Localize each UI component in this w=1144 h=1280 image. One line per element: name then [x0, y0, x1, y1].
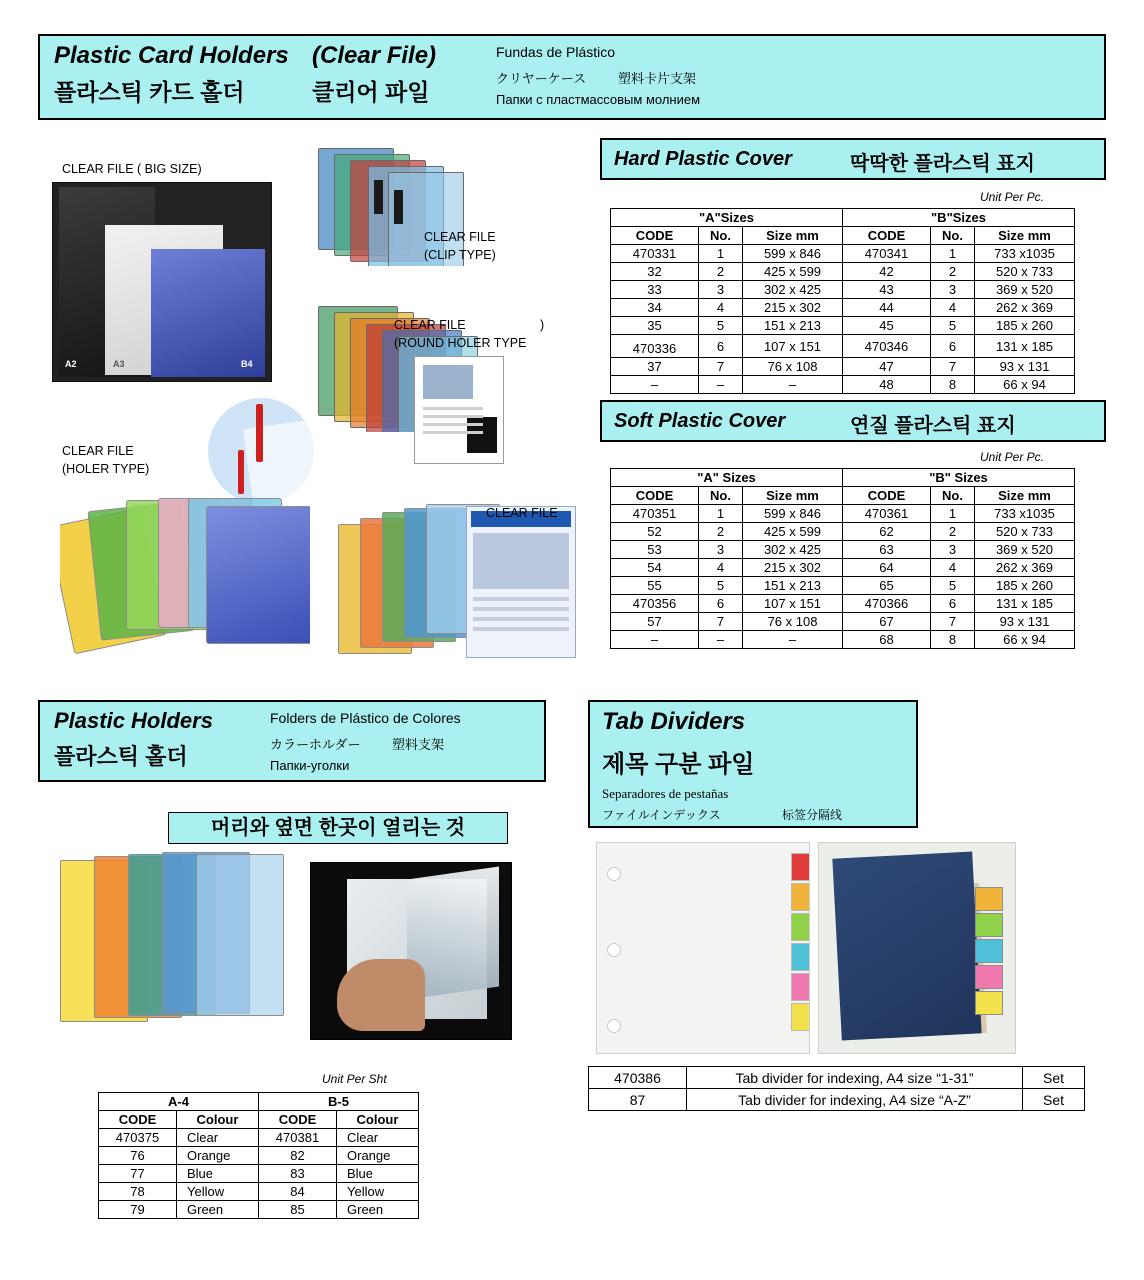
table-row-group-header — [99, 1093, 419, 1111]
soft-group-a: "A" Sizes — [611, 469, 843, 487]
plastic-holders-korean-subhead-text: 머리와 옆면 한곳이 열리는 것 — [210, 817, 466, 839]
tab-dividers-sub-es: Separadores de pestañas — [602, 786, 729, 801]
table-row: 52 2 425 x 599 62 2 520 x 733 — [611, 523, 1075, 541]
label-clip-type-line1: CLEAR FILE — [424, 230, 496, 244]
tab-dividers-title-en: Tab Dividers — [602, 708, 746, 735]
holders-group-a4: A-4 — [99, 1093, 259, 1111]
header-colour-b5: Colour — [337, 1111, 419, 1129]
photo-holer-type-detail — [208, 398, 314, 504]
soft-cover-title-kr: 연질 플라스틱 표지 — [850, 415, 1016, 437]
table-row: 57 7 76 x 108 67 7 93 x 131 — [611, 613, 1075, 631]
holders-group-b5: B-5 — [259, 1093, 419, 1111]
plastic-holders-colour-table — [98, 1092, 419, 1219]
header-no-a: No. — [699, 487, 743, 505]
header-size-a: Size mm — [743, 227, 843, 245]
table-row: 53 3 302 x 425 63 3 369 x 520 — [611, 541, 1075, 559]
table-row: 78 Yellow 84 Yellow — [99, 1183, 419, 1201]
label-clip-type-line2: (CLIP TYPE) — [424, 248, 496, 262]
tab-dividers-title-kr: 제목 구분 파일 — [602, 751, 755, 778]
plastic-holders-banner — [38, 700, 546, 782]
table-row: 32 2 425 x 599 42 2 520 x 733 — [611, 263, 1075, 281]
label-round-holer-paren: ) — [540, 318, 545, 332]
soft-cover-title-en: Soft Plastic Cover — [614, 410, 786, 432]
header-code-a: CODE — [611, 227, 699, 245]
tab-dividers-banner — [588, 700, 918, 828]
photo-tag-a3: A3 — [113, 359, 125, 369]
tab-dividers-sub-jp: ファイルインデックス — [602, 808, 721, 822]
header-code-b5: CODE — [259, 1111, 337, 1129]
main-title-en-secondary: (Clear File) — [312, 42, 437, 69]
table-row: 470386 Tab divider for indexing, A4 size “1-31” Set — [589, 1067, 1085, 1089]
table-row: 470351 1 599 x 846 470361 1 733 x1035 — [611, 505, 1075, 523]
label-round-holer-line2: (ROUND HOLER TYPE — [394, 336, 527, 350]
label-big-size: CLEAR FILE ( BIG SIZE) — [62, 162, 202, 176]
hard-cover-table — [610, 208, 1075, 394]
hard-cover-title-kr: 딱딱한 플라스틱 표지 — [850, 153, 1035, 175]
header-size-a: Size mm — [743, 487, 843, 505]
table-row: 470356 6 107 x 151 470366 6 131 x 185 — [611, 595, 1075, 613]
plastic-holders-sub-cn: 塑料支架 — [392, 737, 445, 752]
header-no-a: No. — [699, 227, 743, 245]
table-row: 55 5 151 x 213 65 5 185 x 260 — [611, 577, 1075, 595]
plastic-holders-sub-ru: Папки-уголки — [270, 758, 350, 773]
plastic-holders-unit-note: Unit Per Sht — [322, 1072, 387, 1086]
tab-dividers-sub-cn: 标签分隔线 — [782, 808, 843, 822]
header-colour-a4: Colour — [177, 1111, 259, 1129]
label-holer-type-line2: (HOLER TYPE) — [62, 462, 150, 476]
main-title-banner — [38, 34, 1106, 120]
table-row: 470331 1 599 x 846 470341 1 733 x1035 — [611, 245, 1075, 263]
photo-clear-file-colour-fan — [60, 494, 310, 654]
photo-plastic-holders-colours — [60, 852, 304, 1040]
table-row-header — [99, 1111, 419, 1129]
tab-dividers-table — [588, 1066, 1085, 1111]
label-clear-file: CLEAR FILE — [486, 506, 558, 520]
table-row: 37 7 76 x 108 47 7 93 x 131 — [611, 358, 1075, 376]
photo-tag-b4: B4 — [241, 359, 253, 369]
table-row: 34 4 215 x 302 44 4 262 x 369 — [611, 299, 1075, 317]
photo-tag-a2: A2 — [65, 359, 77, 369]
hard-plastic-cover-banner — [600, 138, 1106, 180]
hard-group-a: "A"Sizes — [611, 209, 843, 227]
main-title-kr-secondary: 클리어 파일 — [312, 79, 430, 105]
photo-hand-peeling-holder — [310, 862, 512, 1040]
soft-cover-table — [610, 468, 1075, 649]
table-row: 54 4 215 x 302 64 4 262 x 369 — [611, 559, 1075, 577]
plastic-holders-sub-es: Folders de Plástico de Colores — [270, 710, 461, 726]
header-size-b: Size mm — [975, 227, 1075, 245]
table-row-group-header — [611, 469, 1075, 487]
main-subtitle-jp: クリヤーケース — [496, 71, 587, 86]
table-row-header — [611, 487, 1075, 505]
table-row: 79 Green 85 Green — [99, 1201, 419, 1219]
table-row: 87 Tab divider for indexing, A4 size “A-Z” Set — [589, 1089, 1085, 1111]
soft-cover-unit-note: Unit Per Pc. — [980, 450, 1045, 464]
table-row: 76 Orange 82 Orange — [99, 1147, 419, 1165]
hard-cover-title-en: Hard Plastic Cover — [614, 148, 792, 170]
table-row: 33 3 302 x 425 43 3 369 x 520 — [611, 281, 1075, 299]
label-holer-type-line1: CLEAR FILE — [62, 444, 134, 458]
photo-clear-file-big-size — [52, 182, 272, 382]
plastic-holders-title-en: Plastic Holders — [54, 708, 213, 733]
plastic-holders-sub-jp: カラーホルダー — [270, 737, 361, 752]
table-row: 77 Blue 83 Blue — [99, 1165, 419, 1183]
photo-tab-divider-white — [596, 842, 810, 1054]
table-row-group-header — [611, 209, 1075, 227]
plastic-holders-korean-subhead — [168, 812, 508, 844]
header-code-b: CODE — [843, 227, 931, 245]
photo-insert-document — [414, 356, 504, 464]
header-code-a: CODE — [611, 487, 699, 505]
table-row: 35 5 151 x 213 45 5 185 x 260 — [611, 317, 1075, 335]
header-no-b: No. — [931, 487, 975, 505]
header-size-b: Size mm — [975, 487, 1075, 505]
photo-clear-file-group — [338, 500, 588, 666]
main-title-en: Plastic Card Holders — [54, 42, 289, 69]
table-row: – – – 48 8 66 x 94 — [611, 376, 1075, 394]
soft-plastic-cover-banner — [600, 400, 1106, 442]
table-row: 470375 Clear 470381 Clear — [99, 1129, 419, 1147]
main-subtitle-es: Fundas de Plástico — [496, 44, 616, 60]
main-subtitle-ru: Папки с пластмассовым молнием — [496, 92, 701, 107]
label-round-holer-line1: CLEAR FILE — [394, 318, 466, 332]
soft-group-b: "B" Sizes — [843, 469, 1075, 487]
plastic-holders-title-kr: 플라스틱 홀더 — [54, 744, 188, 769]
table-row: 470336 6 107 x 151 470346 6 131 x 185 — [611, 335, 1075, 358]
hard-cover-unit-note: Unit Per Pc. — [980, 190, 1045, 204]
main-subtitle-cn: 塑料卡片支架 — [618, 71, 697, 86]
hard-group-b: "B"Sizes — [843, 209, 1075, 227]
photo-tab-divider-blue-binder — [818, 842, 1016, 1054]
table-row: – – – 68 8 66 x 94 — [611, 631, 1075, 649]
main-title-kr: 플라스틱 카드 홀더 — [54, 79, 245, 105]
header-code-a4: CODE — [99, 1111, 177, 1129]
header-no-b: No. — [931, 227, 975, 245]
header-code-b: CODE — [843, 487, 931, 505]
table-row-header — [611, 227, 1075, 245]
